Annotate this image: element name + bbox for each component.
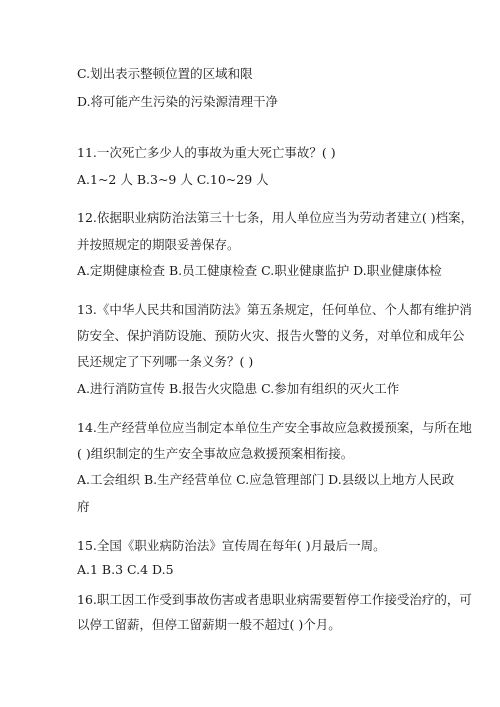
question-16: 16.职工因工作受到事故伤害或者患职业病需要暂停工作接受治疗的，可 (77, 592, 472, 607)
question-13-continued: 民还规定了下列哪一条义务？( ) (77, 354, 254, 369)
option-line: C.划出表示整顿位置的区域和限 (77, 66, 253, 81)
question-15-options: A.1 B.3 C.4 D.5 (77, 562, 174, 577)
question-11: 11.一次死亡多少人的事故为重大死亡事故？( ) (77, 145, 336, 160)
question-12-continued: 并按照规定的期限妥善保存。 (77, 237, 240, 252)
question-14-options: A.工会组织 B.生产经营单位 C.应急管理部门 D.县级以上地方人民政 (77, 472, 455, 487)
question-14-continued: ( )组织制定的生产安全事故应急救援预案相衔接。 (77, 446, 354, 461)
question-12-options: A.定期健康检查 B.员工健康检查 C.职业健康监护 D.职业健康体检 (77, 263, 442, 278)
option-line: D.将可能产生污染的污染源清理干净 (77, 94, 279, 109)
question-13-options: A.进行消防宣传 B.报告火灾隐患 C.参加有组织的灭火工作 (77, 381, 400, 396)
question-12: 12.依据职业病防治法第三十七条，用人单位应当为劳动者建立( )档案， (77, 210, 474, 225)
question-11-options: A.1~2 人 B.3~9 人 C.10~29 人 (77, 172, 269, 187)
question-13-continued: 防安全、保护消防设施、预防火灾、报告火警的义务，对单位和成年公 (77, 328, 465, 343)
question-15: 15.全国《职业病防治法》宣传周在每年( )月最后一周。 (77, 538, 386, 553)
question-13: 13.《中华人民共和国消防法》第五条规定，任何单位、个人都有维护消 (77, 302, 472, 317)
question-14-options-continued: 府 (77, 499, 90, 514)
question-14: 14.生产经营单位应当制定本单位生产安全事故应急救援预案，与所在地 (77, 420, 472, 435)
question-16-continued: 以停工留薪，但停工留薪期一般不超过( )个月。 (77, 617, 341, 632)
